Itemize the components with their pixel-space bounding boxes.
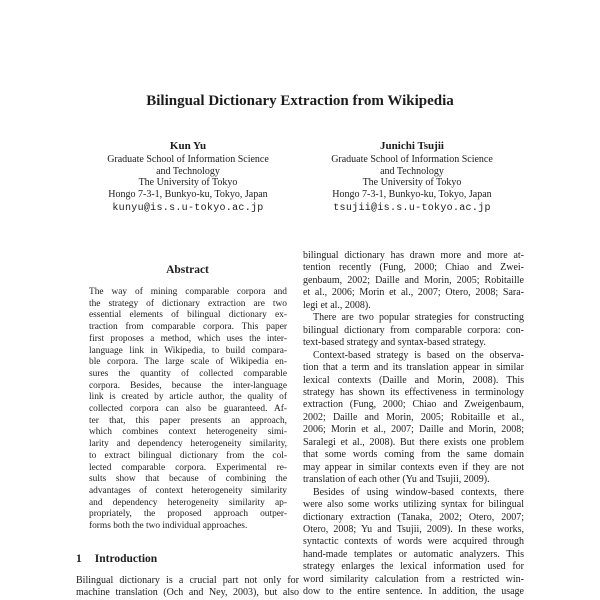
text-line: Graduate School of Information Science [331, 154, 493, 165]
text-line: machine translation (Och and Ney, 2003), but also [76, 587, 299, 599]
text-line: The way of mining comparable corpora and [89, 287, 287, 297]
text-line: and dependency heterogeneity similarity ap- [89, 497, 287, 508]
text-line: text-based strategy and syntax-based strategy. [303, 337, 486, 349]
text-line: strategy has shown its effectiveness in terminology [303, 386, 524, 398]
text-line: corpora. Besides, because the inter-language [89, 380, 287, 391]
left-column [76, 264, 299, 600]
text-line: Hongo 7-3-1, Bunkyo-ku, Tokyo, Japan [108, 188, 268, 200]
text-line: advantages of context heterogeneity similarity [89, 485, 287, 496]
text-line: There are two popular strategies for constructing [313, 312, 524, 324]
text-line: collected corpora can also be guaranteed. Af- [89, 404, 287, 415]
text-line: translation of each other (Yu and Tsujii, 2009). [303, 474, 490, 486]
text-line: Bilingual dictionary is a crucial part not only for [76, 574, 299, 586]
text-line: ter that, this paper presents an approach, [89, 415, 287, 426]
text-line: propriately, the proposed approach outper- [89, 509, 287, 520]
text-line: first proposes a method, which uses the inter- [89, 333, 287, 344]
introduction-text [76, 575, 299, 600]
author-block [300, 140, 524, 214]
section-heading [76, 553, 299, 565]
text-line: word similarity calculation from a restricted win- [303, 573, 524, 585]
text-line: sures the quantity of collected comparable [89, 368, 287, 379]
text-line: hand-made templates or automatic analyzers. This [303, 548, 524, 560]
text-line: dictionary extraction (Tanaka, 2002; Otero, 2007; [303, 511, 524, 523]
text-line: that some words coming from the same domain [303, 449, 524, 461]
text-line: The University of Tokyo [362, 177, 462, 189]
text-line: and Technology [156, 165, 220, 177]
text-line: and Technology [380, 165, 444, 177]
text-line: extraction (Fung, 2000; Chiao and Zweigenbaum, [303, 399, 524, 411]
text-line: ble corpora. The large scale of Wikipedia en- [89, 357, 287, 368]
text-line: bilingual dictionary from comparable corpora: con- [303, 324, 524, 336]
section-number: 1 [76, 552, 82, 565]
text-line: syntactic contexts of words were acquired through [303, 536, 524, 548]
text-line: The University of Tokyo [138, 177, 238, 189]
text-line: were also some works utilizing syntax for bilingual [303, 499, 524, 511]
text-line: 2006; Morin et al., 2007; Daille and Morin, 2008; [303, 424, 524, 436]
text-line: tention recently (Fung, 2000; Chiao and Zwei- [303, 262, 524, 274]
text-line: tion that a term and its translation appear in similar [303, 362, 524, 374]
author-name: Kun Yu [169, 140, 207, 152]
text-line: larity and dependency heterogeneity similarity, [89, 439, 287, 450]
paper-title: Bilingual Dictionary Extraction from Wikipedia [146, 93, 454, 109]
text-line: lexical contexts (Daille and Morin, 2008). This [303, 374, 524, 386]
right-column [303, 250, 524, 600]
paragraph [303, 250, 524, 312]
paragraph [303, 487, 524, 599]
paragraph [76, 575, 299, 600]
text-line: dow to the entire sentence. In addition, the usage [303, 586, 524, 598]
text-line: essential elements of bilingual dictionary ex- [89, 310, 287, 321]
text-line: Saralegi et al., 2008). But there exists one problem [303, 436, 524, 448]
paragraph [89, 287, 287, 533]
abstract-heading: Abstract [166, 264, 209, 276]
text-line: legi et al., 2008). [303, 299, 371, 311]
author-block [76, 140, 300, 214]
text-line: et al., 2006; Morin et al., 2007; Otero, 2008; Sara- [303, 287, 524, 299]
text-line: bilingual dictionary has drawn more and more at- [303, 250, 524, 261]
author-name: Junichi Tsujii [380, 140, 444, 152]
text-line: Context-based strategy is based on the observa- [313, 349, 524, 361]
author-email: kunyu@is.s.u-tokyo.ac.jp [112, 203, 264, 215]
text-line: Hongo 7-3-1, Bunkyo-ku, Tokyo, Japan [332, 188, 492, 200]
text-line: genbaum, 2002; Daille and Morin, 2005; Robitaille [303, 274, 524, 286]
text-line: may appear in similar contexts even if they are not [303, 461, 524, 473]
text-line: 2002; Daille and Morin, 2005; Robitaille et al., [303, 411, 524, 423]
author-email: tsujii@is.s.u-tokyo.ac.jp [333, 203, 491, 215]
paragraph [303, 312, 524, 349]
text-line: strategy enlarges the lexical information used for [303, 561, 524, 573]
author-affiliation [76, 154, 300, 200]
paragraph [303, 350, 524, 487]
text-line: Graduate School of Information Science [107, 154, 269, 165]
author-affiliation [300, 154, 524, 200]
abstract-text [89, 287, 287, 533]
section-title: Introduction [94, 552, 158, 565]
text-line: link is created by article author, the quality of [89, 392, 287, 403]
text-line: sults show that because of combining the [89, 474, 287, 485]
text-line: Besides of using window-based contexts, there [313, 486, 524, 498]
text-line: to extract bilingual dictionary from the col- [89, 450, 287, 461]
text-line: traction from comparable corpora. This paper [89, 322, 287, 333]
text-line: which combines context heterogeneity simi- [89, 427, 287, 438]
author-row [76, 140, 524, 214]
text-line: the strategy of dictionary extraction are two [89, 298, 287, 309]
text-line: forms both the two individual approaches. [89, 521, 248, 532]
text-line: language link in Wikipedia, to build compara- [89, 345, 287, 356]
text-line: Otero, 2008; Yu and Tsujii, 2009). In these works, [303, 523, 524, 535]
text-line: lected comparable corpora. Experimental re- [89, 462, 287, 473]
